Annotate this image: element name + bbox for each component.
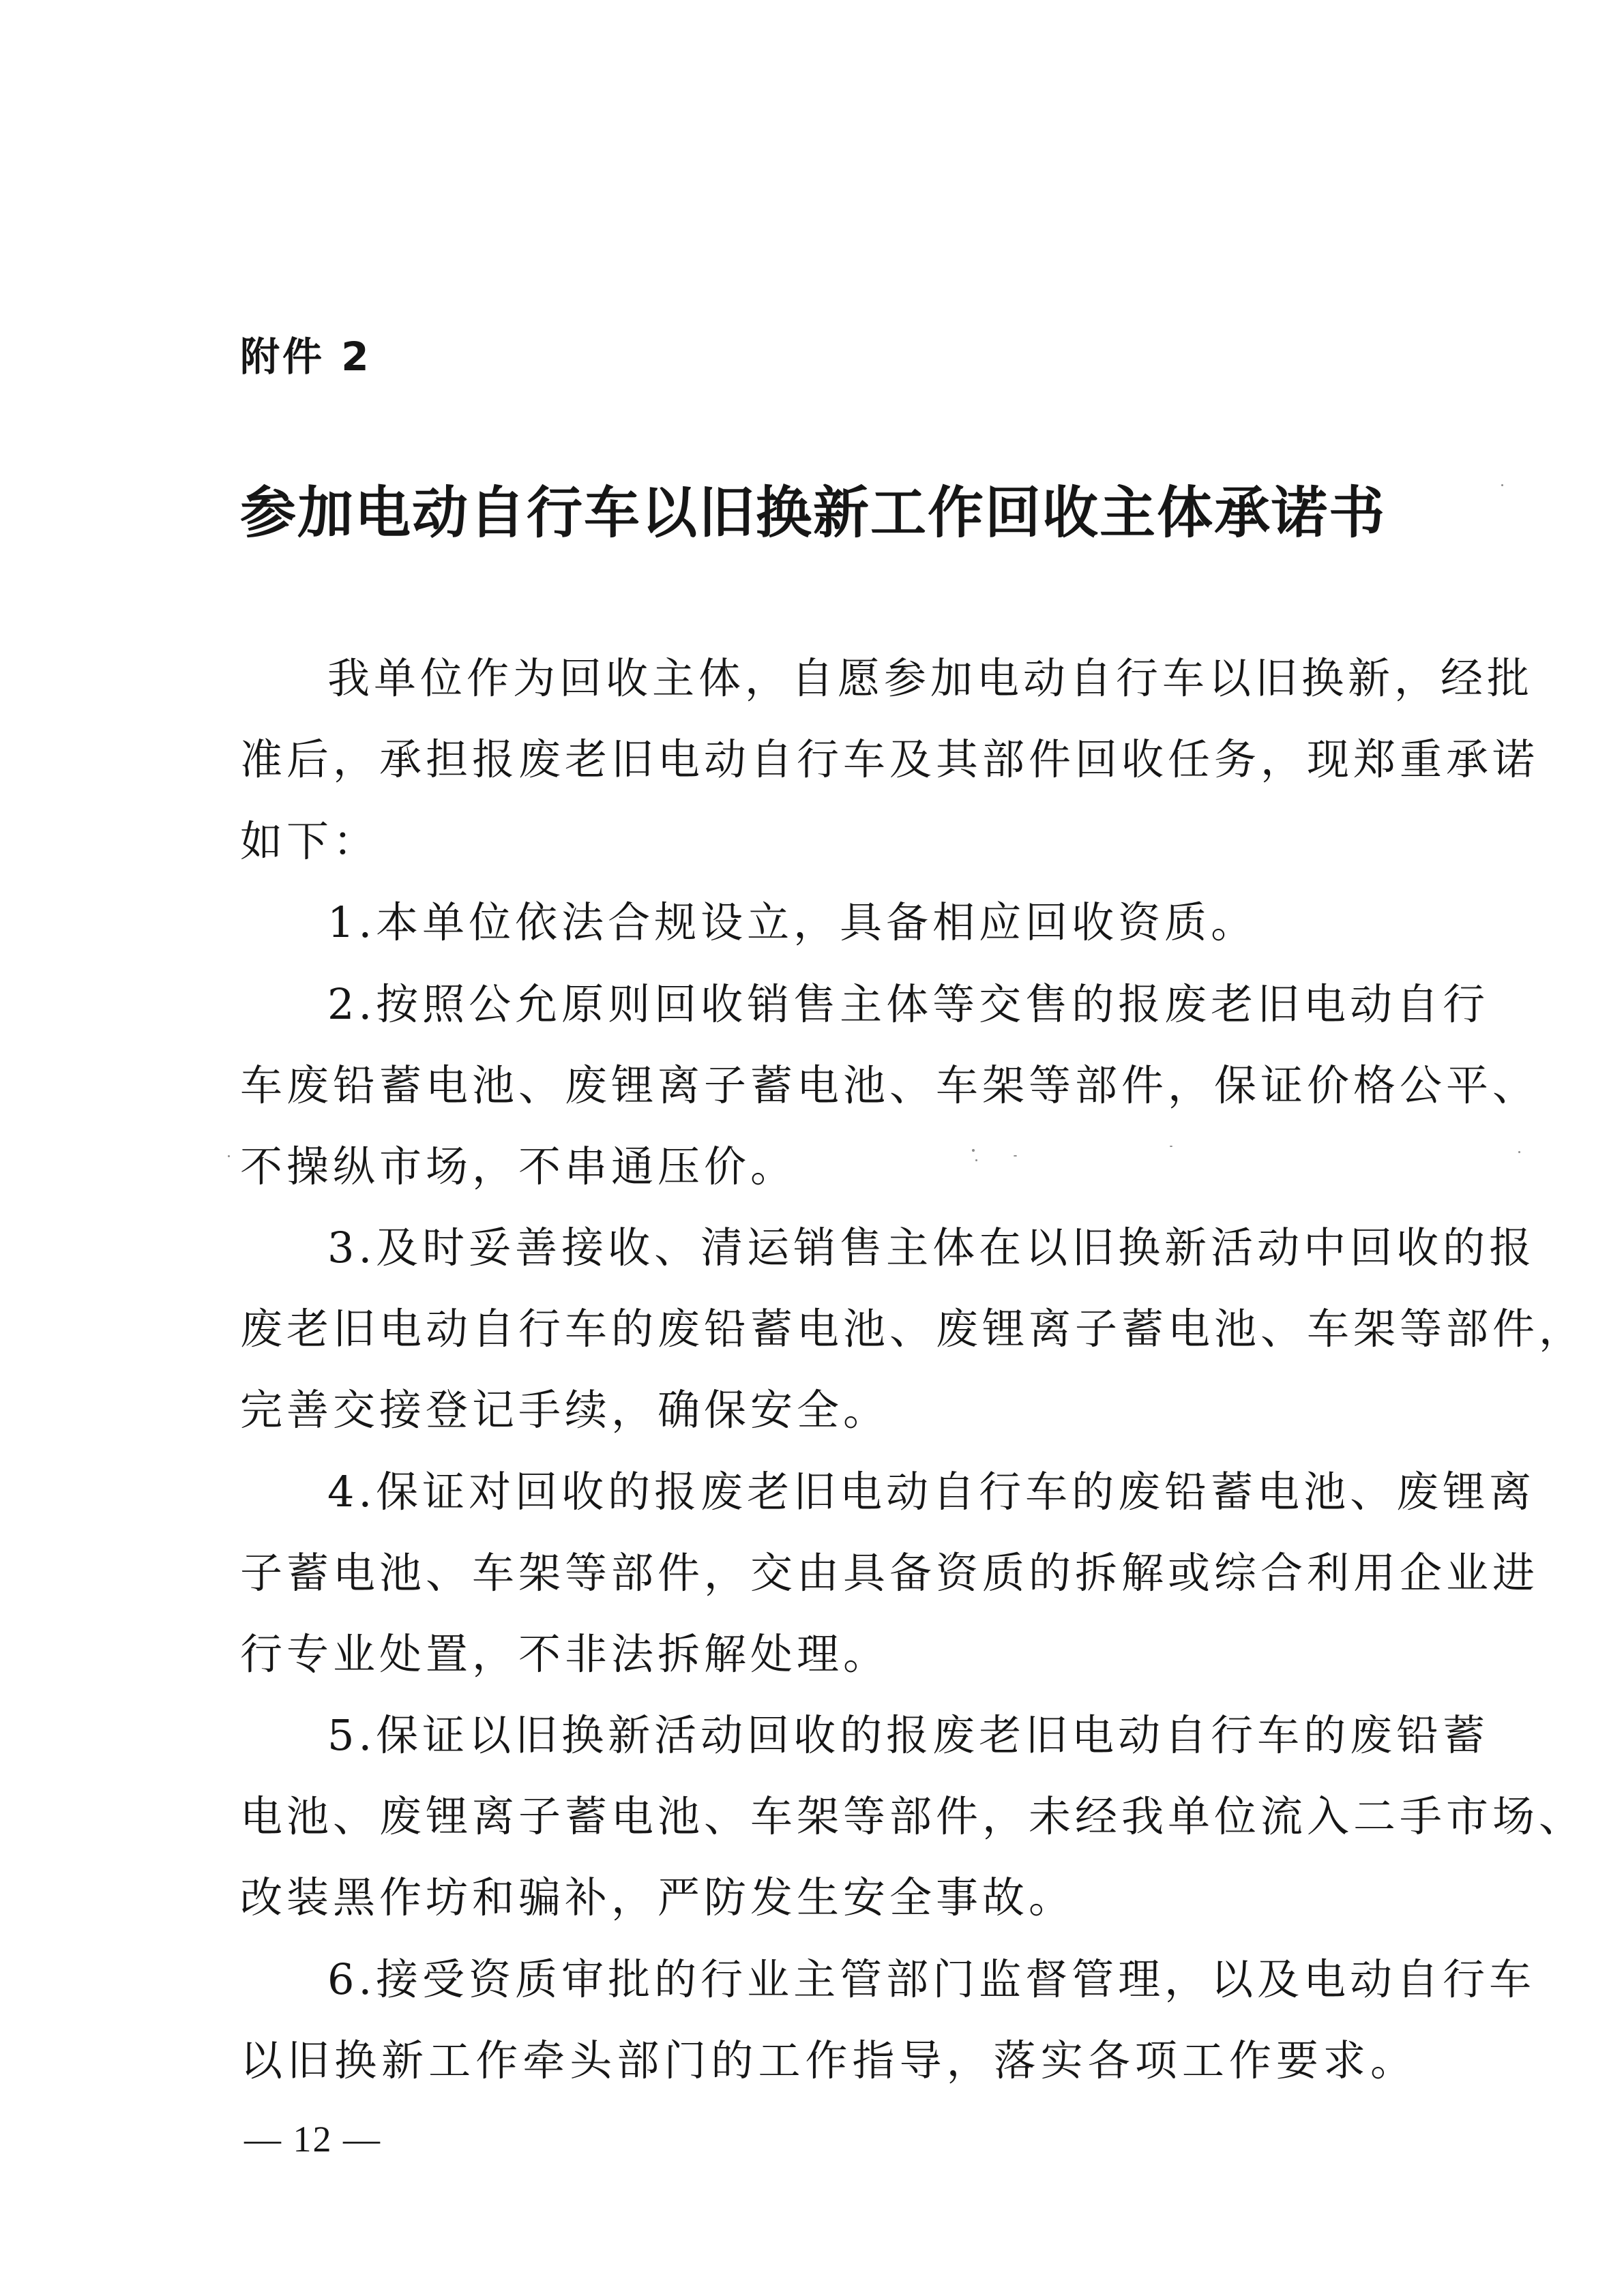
body-line: 不操纵市场，不串通压价。 <box>240 1142 797 1191</box>
body-line: 如下： <box>240 816 380 866</box>
body-line: 准后，承担报废老旧电动自行车及其部件回收任务，现郑重承诺 <box>240 734 1539 784</box>
body-line: 电池、废锂离子蓄电池、车架等部件，未经我单位流入二手市场、 <box>240 1791 1586 1841</box>
body-line: 完善交接登记手续，确保安全。 <box>240 1385 890 1435</box>
scan-speck <box>1170 1146 1172 1147</box>
body-line: 改装黑作坊和骗补，严防发生安全事故。 <box>240 1873 1076 1922</box>
scan-speck <box>228 1155 230 1157</box>
body-line: 行专业处置，不非法拆解处理。 <box>240 1629 890 1679</box>
body-line: 3.及时妥善接收、清运销售主体在以旧换新活动中回收的报 <box>327 1223 1536 1272</box>
body-line: 以旧换新工作牵头部门的工作指导，落实各项工作要求。 <box>240 2036 1417 2085</box>
attachment-label: 附件 2 <box>240 333 372 380</box>
body-line: 车废铅蓄电池、废锂离子蓄电池、车架等部件，保证价格公平、 <box>240 1060 1539 1110</box>
body-line: 废老旧电动自行车的废铅蓄电池、废锂离子蓄电池、车架等部件， <box>240 1304 1586 1354</box>
scan-speck <box>972 1149 975 1152</box>
scan-speck <box>975 1159 977 1161</box>
document-title: 参加电动自行车以旧换新工作回收主体承诺书 <box>240 481 1387 546</box>
scan-speck <box>1501 484 1503 486</box>
body-line: 子蓄电池、车架等部件，交由具备资质的拆解或综合利用企业进 <box>240 1548 1539 1598</box>
body-line: 4.保证对回收的报废老旧电动自行车的废铅蓄电池、废锂离 <box>327 1467 1536 1517</box>
body-line: 2.按照公允原则回收销售主体等交售的报废老旧电动自行 <box>327 979 1490 1029</box>
body-line: 1.本单位依法合规设立，具备相应回收资质。 <box>327 897 1258 947</box>
body-line: 我单位作为回收主体，自愿参加电动自行车以旧换新，经批 <box>327 653 1534 703</box>
body-line: 6.接受资质审批的行业主管部门监督管理，以及电动自行车 <box>327 1954 1536 2004</box>
body-line: 5.保证以旧换新活动回收的报废老旧电动自行车的废铅蓄 <box>327 1710 1490 1760</box>
scan-speck <box>1014 1155 1017 1157</box>
scan-speck <box>1518 1151 1520 1153</box>
page-number: — 12 — <box>244 2119 381 2160</box>
